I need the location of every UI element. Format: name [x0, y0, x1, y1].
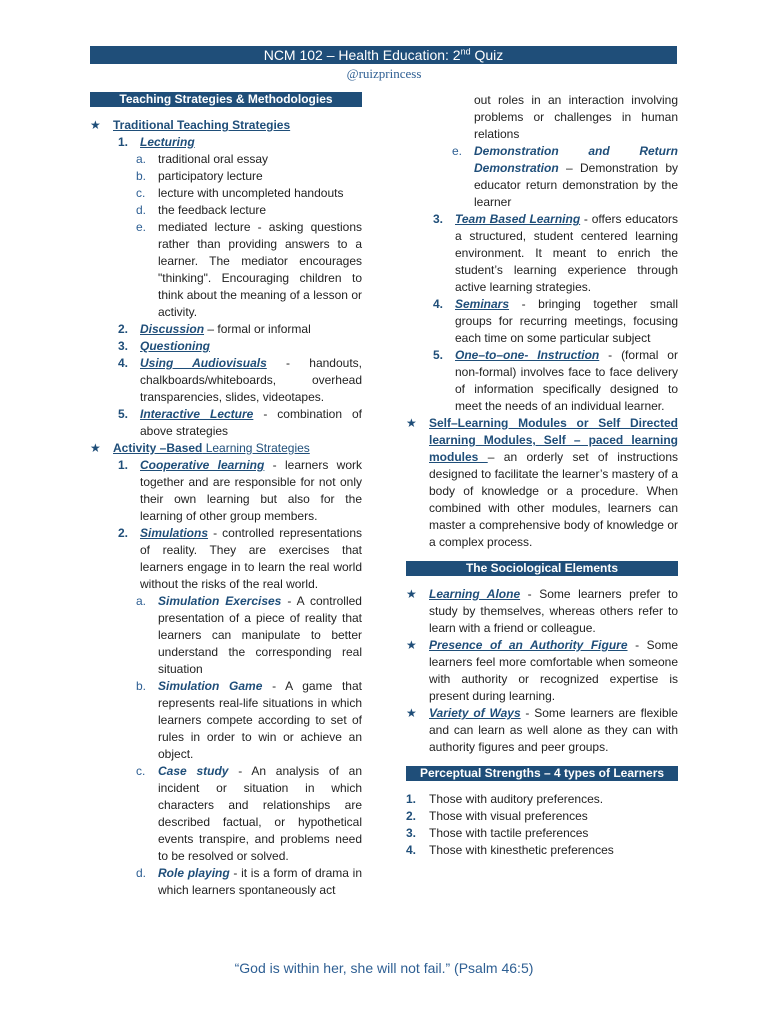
list-item	[406, 637, 678, 705]
one-to-one-desc: - (formal or non-formal) involves face to face delivery of information specifically designed to meet the needs of an individual learner.	[455, 348, 678, 413]
discussion-heading: Discussion	[140, 322, 205, 336]
sim-item-title: Simulation Game	[158, 679, 263, 693]
one-to-one-heading: One–to–one- Instruction	[455, 348, 600, 362]
perceptual-list	[406, 791, 678, 859]
list-item	[90, 593, 362, 678]
list-item	[406, 586, 678, 637]
section-heading-perceptual: Perceptual Strengths – 4 types of Learners	[406, 766, 678, 781]
lecturing-heading: Lecturing	[140, 135, 195, 149]
sim-item-desc: - A game that represents real-life situations in which learners compete according to set of rules in order to win or achieve an object.	[158, 679, 362, 761]
star-bullet-icon: ★	[406, 638, 417, 652]
list-number: 2.	[118, 322, 129, 336]
list-letter: c.	[136, 764, 146, 778]
discussion-desc: – formal or informal	[204, 322, 311, 336]
footer-quote: “God is within her, she will not fail.” (Psalm 46:5)	[234, 960, 534, 976]
audiovisuals-heading: Using Audiovisuals	[140, 356, 267, 370]
list-item	[406, 143, 678, 211]
list-item	[406, 705, 678, 756]
list-item	[406, 92, 678, 143]
traditional-heading: Traditional Teaching Strategies	[113, 118, 291, 132]
socio-heading: Variety of Ways	[429, 706, 521, 720]
perceptual-item: Those with auditory preferences.	[429, 792, 604, 806]
list-number: 2.	[118, 526, 129, 540]
list-item	[406, 415, 678, 551]
author-handle: @ruizprincess	[346, 66, 422, 81]
list-item	[90, 865, 362, 899]
list-number: 3.	[433, 212, 444, 226]
list-item	[406, 296, 678, 347]
perceptual-item: Those with visual preferences	[429, 809, 588, 823]
list-item	[90, 151, 362, 168]
list-item	[406, 791, 678, 808]
list-number: 4.	[433, 297, 444, 311]
list-letter: a.	[136, 594, 147, 608]
star-bullet-icon: ★	[406, 587, 417, 601]
list-item	[90, 202, 362, 219]
list-number: 1.	[118, 458, 129, 472]
star-bullet-icon: ★	[90, 118, 101, 132]
team-desc: - offers educators a structured, student centered learning environment. It meant to enrich the student’s learning experience through active learning strategies.	[455, 212, 678, 294]
lecturing-item: mediated lecture - asking questions rather than providing answers to a learner. The mediator encourages "thinking". Encouraging children to think about the meaning of a lesson or activity.	[158, 220, 362, 319]
self-learning-heading: Self–Learning Modules or Self Directed learning Modules, Self – paced learning modules	[429, 416, 678, 464]
list-number: 4.	[406, 843, 417, 857]
sim-item-title: Case study	[158, 764, 229, 778]
list-number: 2.	[406, 809, 417, 823]
list-number: 1.	[406, 792, 417, 806]
list-item	[90, 678, 362, 763]
socio-desc: - Some learners prefer to study by themselves, whereas others refer to learn with a friend or colleague.	[429, 587, 678, 635]
list-letter: c.	[136, 186, 146, 200]
list-item	[90, 406, 362, 440]
socio-heading: Presence of an Authority Figure	[429, 638, 628, 652]
self-learning-desc: – an orderly set of instructions designed to facilitate the learner’s mastery of a body of knowledge or a procedure. When combined with other modules, learners can master a comprehensive body of knowledge or a complex process.	[429, 450, 678, 549]
list-item	[406, 808, 678, 825]
list-letter: d.	[136, 866, 147, 880]
demo-desc: – Demonstration by educator return demonstration by the learner	[474, 161, 678, 209]
section-heading-sociological: The Sociological Elements	[406, 561, 678, 576]
lecturing-item: participatory lecture	[158, 169, 263, 183]
star-bullet-icon: ★	[90, 441, 101, 455]
activity-heading-bold: Activity –Based	[113, 441, 203, 455]
seminars-heading: Seminars	[455, 297, 510, 311]
list-item	[90, 457, 362, 525]
list-item	[406, 211, 678, 296]
star-bullet-icon: ★	[406, 706, 417, 720]
sim-item-title: Role playing	[158, 866, 230, 880]
perceptual-item: Those with tactile preferences	[429, 826, 589, 840]
coop-desc: - learners work together and are responsible for not only their own learning but also for the learning of other group members.	[140, 458, 362, 523]
team-heading: Team Based Learning	[455, 212, 581, 226]
role-playing-continued: out roles in an interaction involving problems or challenges in human relations	[474, 93, 678, 141]
sim-item-desc: - An analysis of an incident or situation in which characters and relationships are described factual, or hypothetical events transpire, and problems need to be resolved or solved.	[158, 764, 363, 863]
audiovisuals-desc: - handouts, chalkboards/whiteboards, overhead transparencies, slides, videotapes.	[140, 356, 362, 404]
list-number: 3.	[118, 339, 129, 353]
list-item	[90, 134, 362, 151]
sim-item-title: Simulation Exercises	[158, 594, 282, 608]
right-column	[406, 92, 678, 859]
socio-desc: - Some learners are flexible and can learn as well alone as they can with authority figures and peer groups.	[429, 706, 678, 754]
list-item	[406, 825, 678, 842]
questioning-heading: Questioning	[140, 339, 210, 353]
interactive-heading: Interactive Lecture	[140, 407, 254, 421]
list-item	[90, 168, 362, 185]
socio-desc: - Some learners feel more comfortable when someone with authority or recognized expertise is present during learning.	[429, 638, 678, 703]
list-item	[90, 525, 362, 593]
list-letter: d.	[136, 203, 147, 217]
list-item	[90, 219, 362, 321]
list-item	[90, 440, 362, 457]
list-number: 3.	[406, 826, 417, 840]
sim-item-desc: - it is a form of drama in which learners spontaneously act	[158, 866, 363, 897]
seminars-desc: - bringing together small groups for recurring meetings, focusing each time on some particular subject	[455, 297, 678, 345]
list-item	[90, 117, 362, 134]
coop-heading: Cooperative learning	[140, 458, 265, 472]
document-title: NCM 102 – Health Education: 2nd Quiz	[90, 46, 677, 64]
sim-desc: - controlled representations of reality. They are exercises that learners engage in to learn the real world without the risks of the real world.	[140, 526, 362, 591]
list-number: 1.	[118, 135, 129, 149]
section-heading-teaching: Teaching Strategies & Methodologies	[90, 92, 362, 107]
socio-heading: Learning Alone	[429, 587, 521, 601]
list-item	[90, 763, 362, 865]
list-item	[90, 338, 362, 355]
list-item	[90, 321, 362, 338]
list-item	[90, 185, 362, 202]
lecturing-item: the feedback lecture	[158, 203, 267, 217]
left-column	[90, 92, 362, 899]
list-letter: e.	[136, 220, 147, 234]
perceptual-item: Those with kinesthetic preferences	[429, 843, 614, 857]
list-letter: a.	[136, 152, 147, 166]
lecturing-item: lecture with uncompleted handouts	[158, 186, 344, 200]
list-number: 5.	[433, 348, 444, 362]
list-item	[406, 347, 678, 415]
interactive-desc: - combination of above strategies	[140, 407, 362, 438]
sim-item-desc: - A controlled presentation of a piece of reality that learners can manipulate to better understand the corresponding real situation	[158, 594, 362, 676]
activity-heading-rest: Learning Strategies	[202, 441, 310, 455]
list-number: 5.	[118, 407, 129, 421]
lecturing-item: traditional oral essay	[158, 152, 269, 166]
list-number: 4.	[118, 356, 129, 370]
sim-heading: Simulations	[140, 526, 209, 540]
list-letter: b.	[136, 169, 147, 183]
list-item	[90, 355, 362, 406]
list-letter: e.	[452, 144, 463, 158]
list-item	[406, 842, 678, 859]
star-bullet-icon: ★	[406, 416, 417, 430]
demo-heading: Demonstration and Return Demonstration	[474, 144, 678, 175]
list-letter: b.	[136, 679, 147, 693]
